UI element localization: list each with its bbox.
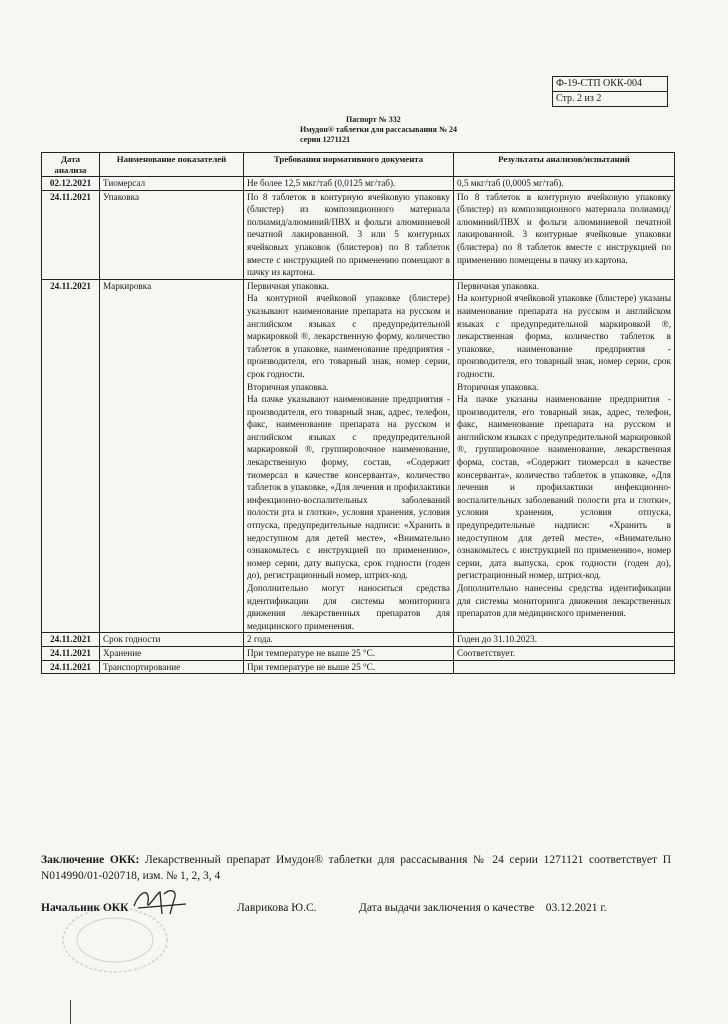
table-row — [42, 279, 675, 633]
signer-name: Лаврикова Ю.С. — [237, 902, 317, 914]
row-date: 24.11.2021 — [42, 190, 100, 279]
row-result: По 8 таблеток в контурную ячейковую упаковку (блистер) из композиционного материала полиамид/алюминий/ПВХ и фольги алюминиевой печатной лакированной. 3 контурные ячейковые упаковки (блистера) по 8 таблеток вместе с инструкцией по применению помещены в пачку из картона. — [454, 190, 675, 279]
conclusion — [41, 852, 671, 884]
form-code: Ф-19-СТП ОКК-004 — [556, 78, 642, 89]
row-date: 24.11.2021 — [42, 279, 100, 633]
result-paragraph: Дополнительно нанесены средства идентификации для системы мониторинга движения лекарственных препаратов для медицинского применения. — [457, 583, 671, 619]
row-result: Годен до 31.10.2023. — [454, 633, 675, 647]
row-date: 24.11.2021 — [42, 660, 100, 674]
requirement-paragraph: На контурной ячейковой упаковке (блистере) указывают наименование препарата на русском и английском языках с предупредительной маркировкой ®, лекарственную форму, количество таблеток в упаковке, наименование предприятия - производителя, его товарный знак, номер серии, срок годности. — [247, 293, 450, 379]
passport-header — [300, 115, 600, 145]
requirement-paragraph: Вторичная упаковка. — [247, 381, 329, 392]
row-requirement: 2 года. — [244, 633, 454, 647]
col-header-requirements: Требования нормативного документа — [244, 153, 454, 177]
passport-number: Паспорт № 332 — [346, 115, 401, 124]
requirement-paragraph: На пачке указывают наименование предприятия - производителя, его товарный знак, адрес, телефон, факс, наименование препарата на русском и английском языках с предупредительной маркировкой ®, группировочное наименование, лекарственную форму, состав, «Содержит тиомерсал в качестве консерванта», количество таблеток в упаковке, «Для лечения и профилактики инфекционно-воспалительных заболеваний полости рта и глотки», условия хранения, условия отпуска, предупредительные надписи: «Хранить в недоступном для детей месте», «Внимательно ознакомьтесь с инструкцией по применению», номер серии, дату выпуска, срок годности (годен до), регистрационный номер, штрих-код. — [247, 394, 450, 581]
row-indicator: Тиомерсал — [100, 177, 244, 191]
product-name: Имудон® таблетки для рассасывания № 24 — [300, 125, 458, 134]
analysis-table — [41, 152, 675, 674]
scan-edge-mark — [70, 1000, 71, 1024]
result-paragraph: На пачке указаны наименование предприятия - производителя, его товарный знак, адрес, телефон, факс, наименование препарата на русском и английском языках с предупредительной маркировкой ®, группировочное наименование, лекарственная форма, состав, «Содержит тиомерсал в качестве консерванта», количество таблеток в упаковке, «Для лечения и профилактики инфекционно-воспалительных заболеваний полости рта и глотки», условия хранения, условия отпуска, предупредительные надписи: «Хранить в недоступном для детей месте», «Внимательно ознакомьтесь с инструкцией по применению», номер серии, дата выпуска, срок годности (годен до), регистрационный номер, штрих-код. — [457, 394, 671, 581]
row-date: 24.11.2021 — [42, 646, 100, 660]
row-indicator: Маркировка — [100, 279, 244, 633]
table-row — [42, 646, 675, 660]
page-number: Стр. 2 из 2 — [553, 91, 667, 106]
form-code-box — [552, 76, 668, 107]
row-requirement: При температуре не выше 25 °С. — [244, 660, 454, 674]
row-date: 24.11.2021 — [42, 633, 100, 647]
conclusion-text: Лекарственный препарат Имудон® таблетки для рассасывания № 24 серии 1271121 соответствует П N014990/01-020718, изм. № 1, 2, 3, 4 — [41, 854, 671, 882]
conclusion-label: Заключение ОКК: — [41, 854, 140, 866]
col-header-indicator: Наименование показателей — [100, 153, 244, 177]
row-indicator: Хранение — [100, 646, 244, 660]
signature-line — [41, 902, 681, 922]
row-requirement: Не более 12,5 мкг/таб (0,0125 мг/таб). — [244, 177, 454, 191]
col-header-date: Дата анализа — [42, 153, 100, 177]
row-requirement: При температуре не выше 25 °С. — [244, 646, 454, 660]
col-header-results: Результаты анализов/испытаний — [454, 153, 675, 177]
row-indicator: Транспортирование — [100, 660, 244, 674]
table-row — [42, 660, 675, 674]
requirement-paragraph: Дополнительно могут наноситься средства идентификации для системы мониторинга движения лекарственных препаратов для медицинского применения. — [247, 583, 450, 631]
result-paragraph: На контурной ячейковой упаковке (блистере) указаны наименование препарата на русском и английском языках с предупредительной маркировкой ®, лекарственная форма, количество таблеток в упаковке, наименование предприятия - производителя, его товарный знак, номер серии, срок годности. — [457, 293, 671, 379]
table-row — [42, 177, 675, 191]
issue-date: 03.12.2021 г. — [545, 902, 607, 914]
row-result: 0,5 мкг/таб (0,0005 мг/таб). — [454, 177, 675, 191]
requirement-paragraph: Первичная упаковка. — [247, 280, 329, 291]
table-row — [42, 190, 675, 279]
result-paragraph: Вторичная упаковка. — [457, 381, 539, 392]
row-indicator: Срок годности — [100, 633, 244, 647]
result-paragraph: Первичная упаковка. — [457, 280, 539, 291]
chief-label: Начальник ОКК — [41, 902, 129, 914]
row-indicator: Упаковка — [100, 190, 244, 279]
issue-label: Дата выдачи заключения о качестве — [359, 902, 535, 914]
issue-date-line — [359, 902, 607, 914]
row-result — [454, 660, 675, 674]
table-row — [42, 633, 675, 647]
batch-number: серия 1271121 — [300, 135, 351, 144]
row-result — [454, 279, 675, 633]
table-header-row — [42, 153, 675, 177]
row-date: 02.12.2021 — [42, 177, 100, 191]
row-requirement: По 8 таблеток в контурную ячейковую упаковку (блистер) из композиционного материала полиамид/алюминий/ПВХ и фольги алюминиевой печатной лакированной. 3 или 5 контурных ячейковых упаковок (блистеров) по 8 таблеток вместе с инструкцией по применению помещают в пачку из картона. — [244, 190, 454, 279]
row-result: Соответствует. — [454, 646, 675, 660]
row-requirement — [244, 279, 454, 633]
